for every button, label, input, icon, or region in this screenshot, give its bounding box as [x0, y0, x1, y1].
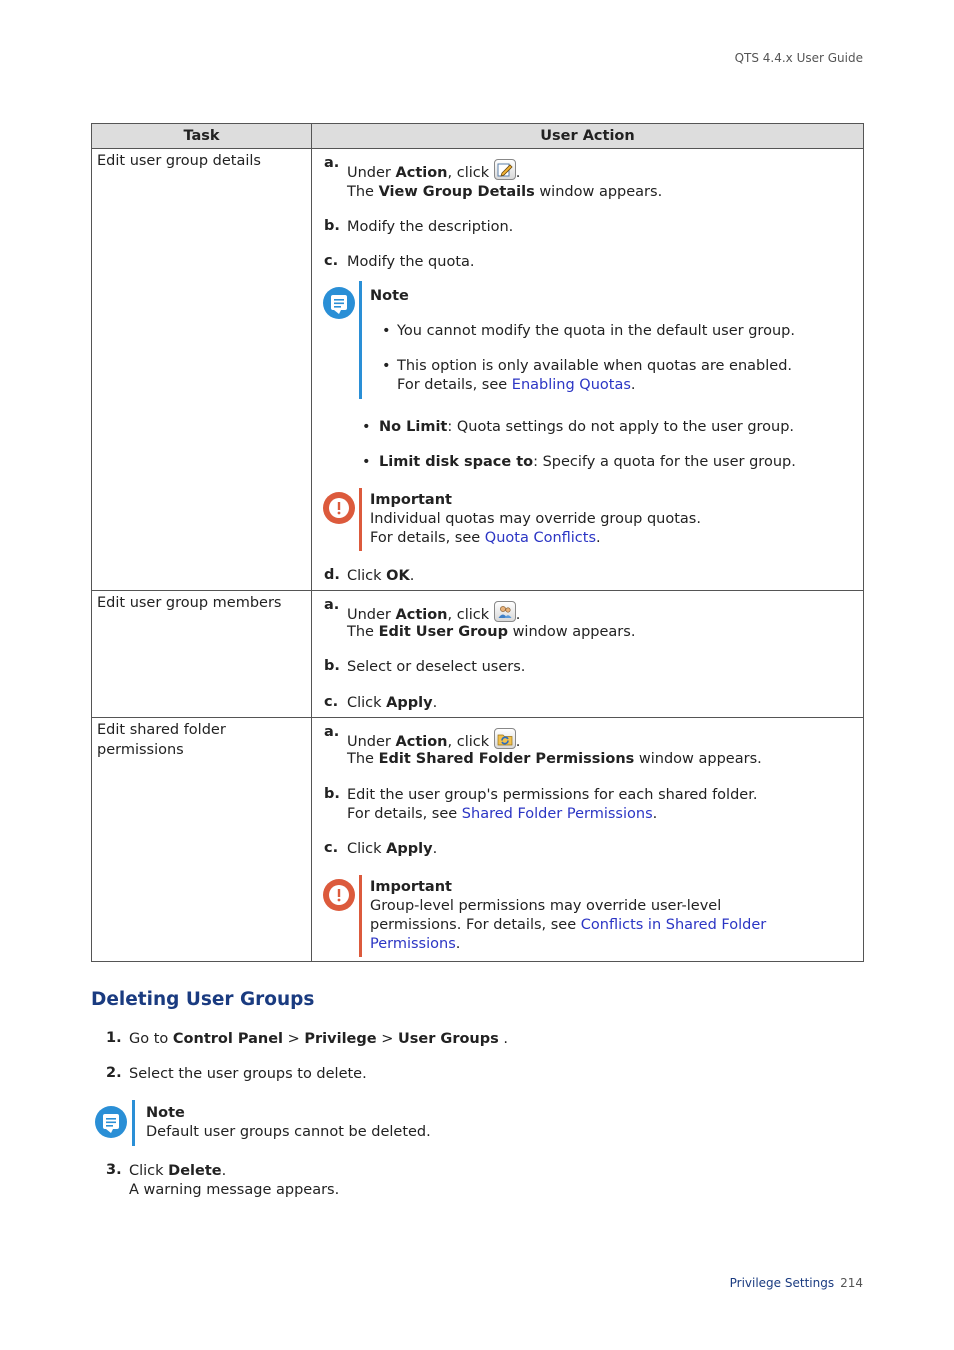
edit-icon	[494, 159, 516, 180]
list-item: 1. Go to Control Panel > Privilege > User Groups .	[106, 1030, 508, 1047]
task-cell: Edit user group members	[92, 591, 312, 718]
table-row	[92, 149, 864, 591]
important-title: Important	[370, 492, 452, 508]
action-cell	[312, 591, 864, 718]
step-b: b. Modify the description.	[324, 218, 514, 235]
step-a: a. Under Action, click . The View Group Details window appears.	[324, 155, 663, 200]
step-a: a. Under Action, click . The Edit User Group window appears.	[324, 597, 636, 640]
task-table	[91, 123, 864, 962]
important-box: Important Group-level permissions may override user-level permissions. For details, see Conflicts in Shared Folder Permissions.	[322, 875, 770, 957]
list-item: • You cannot modify the quota in the default user group.	[382, 323, 795, 339]
table-header-row	[92, 124, 864, 149]
note-icon	[94, 1105, 128, 1139]
table-row	[92, 718, 864, 962]
guide-title: QTS 4.4.x User Guide	[734, 51, 863, 65]
user-group-icon	[494, 601, 516, 622]
list-item: • Limit disk space to: Specify a quota for the user group.	[362, 454, 796, 470]
task-cell: Edit shared folder permissions	[92, 718, 312, 962]
step-b: b. Select or deselect users.	[324, 658, 526, 675]
shared-folder-icon	[494, 728, 516, 749]
conflicts-shared-folder-permissions-link[interactable]: Conflicts in Shared Folder Permissions	[370, 917, 767, 952]
important-title: Important	[370, 879, 452, 895]
note-title: Note	[370, 288, 409, 304]
note-box: Note Default user groups cannot be deleted.	[94, 1100, 642, 1146]
step-a: a. Under Action, click . The Edit Shared Folder Permissions window appears.	[324, 724, 762, 767]
important-icon	[322, 878, 356, 912]
list-item: 2. Select the user groups to delete.	[106, 1065, 367, 1082]
col-task-header: Task	[92, 124, 312, 149]
page-number: 214	[840, 1276, 863, 1290]
col-action-header: User Action	[312, 124, 864, 149]
list-item: • No Limit: Quota settings do not apply to the user group.	[362, 419, 795, 435]
action-cell	[312, 718, 864, 962]
note-box	[322, 281, 855, 399]
important-box: Important Individual quotas may override group quotas. For details, see Quota Conflicts.	[322, 488, 855, 551]
section-heading: Deleting User Groups	[91, 989, 315, 1010]
step-c: c. Click Apply.	[324, 694, 438, 711]
important-icon	[322, 491, 356, 525]
enabling-quotas-link[interactable]: Enabling Quotas	[511, 377, 631, 393]
page-footer	[730, 1276, 863, 1290]
action-cell	[312, 149, 864, 591]
quota-conflicts-link[interactable]: Quota Conflicts	[484, 530, 597, 546]
note-title: Note	[146, 1105, 185, 1121]
task-cell: Edit user group details	[92, 149, 312, 591]
step-c: c. Click Apply.	[324, 840, 438, 857]
list-item: 3. Click Delete. A warning message appears.	[106, 1162, 340, 1198]
list-item: • This option is only available when quotas are enabled. For details, see Enabling Quotas.	[382, 358, 793, 393]
shared-folder-permissions-link[interactable]: Shared Folder Permissions	[461, 806, 653, 822]
step-b: b. Edit the user group's permissions for each shared folder. For details, see Shared Folder Permissions.	[324, 786, 758, 822]
table-row	[92, 591, 864, 718]
step-c: c. Modify the quota.	[324, 253, 475, 270]
note-icon	[322, 286, 356, 320]
step-d: d. Click OK.	[324, 567, 415, 584]
footer-section: Privilege Settings	[729, 1276, 835, 1290]
